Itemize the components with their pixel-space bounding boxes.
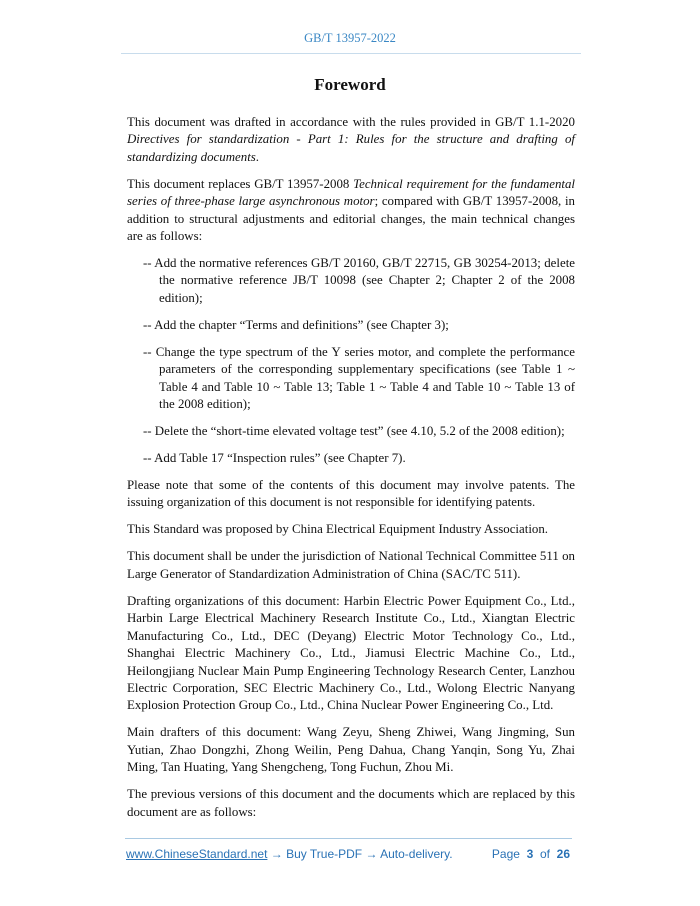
page-label: Page	[491, 847, 520, 861]
total-pages: 26	[556, 847, 570, 861]
footer	[126, 847, 572, 861]
website-link[interactable]: www.ChineseStandard.net	[126, 847, 268, 861]
paragraph-previous-versions: The previous versions of this document and the documents which are replaced by this document are as follows:	[127, 787, 575, 819]
text: ; compared with GB/T 13957-2008, in addition to structural adjustments and editorial changes, the main technical changes are as follows:	[127, 194, 575, 244]
change-item: -- Add Table 17 “Inspection rules” (see Chapter 7).	[143, 451, 406, 466]
change-item: -- Delete the “short-time elevated voltage test” (see 4.10, 5.2 of the 2008 edition);	[143, 424, 565, 439]
paragraph-replaces	[127, 176, 575, 246]
italic-title: Directives for standardization - Part 1: Rules for the structure and drafting of standardizing documents	[127, 132, 575, 164]
paragraph-main-drafters: Main drafters of this document: Wang Zeyu, Sheng Zhiwei, Wang Jingming, Sun Yutian, Zhao Dongzhi, Zhong Weilin, Peng Dahua, Chang Yanqin, Song Yu, Zhai Ming, Tan Huating, Yang Shengcheng, Tong Fuchun, Zhou Mi.	[127, 725, 575, 775]
page-indicator	[492, 847, 570, 861]
paragraph-jurisdiction: This document shall be under the jurisdiction of National Technical Committee 511 on Large Generator of Standardization Administration of China (SAC/TC 511).	[127, 549, 575, 581]
page-title: Foreword	[314, 75, 386, 94]
document-body	[127, 114, 575, 831]
footer-divider	[125, 838, 572, 839]
of-label: of	[539, 847, 550, 861]
paragraph-patents: Please note that some of the contents of this document may involve patents. The issuing organization of this document is not responsible for identifying patents.	[127, 478, 575, 510]
footer-promo: → Buy True-PDF → Auto-delivery.	[267, 847, 453, 861]
text: This document replaces GB/T 13957-2008	[127, 176, 354, 191]
change-item: -- Change the type spectrum of the Y series motor, and complete the performance parameters of the corresponding supplementary specifications (see Table 1 ~ Table 4 and Table 10 ~ Table 13; Table 1 ~ Table 4 and Table 10 ~ Table 13 of the 2008 edition);	[143, 344, 575, 412]
paragraph-proposed-by: This Standard was proposed by China Electrical Equipment Industry Association.	[127, 522, 549, 537]
change-item: -- Add the normative references GB/T 20160, GB/T 22715, GB 30254-2013; delete the normative reference JB/T 10098 (see Chapter 2; Chapter 2 of the 2008 edition);	[143, 256, 575, 305]
page-number: 3	[526, 847, 534, 861]
paragraph-drafting-organizations: Drafting organizations of this document: Harbin Electric Power Equipment Co., Ltd., Harbin Large Electrical Machinery Research Institute Co., Ltd., Xiangtan Electric Manufacturing Co., Ltd., DEC (Deyang) Electric Motor Technology Co., Ltd., Shanghai Electric Machinery Co., Ltd., Jiamusi Electric Machine Co., Ltd., Heilongjiang Nuclear Main Pump Engineering Technology Research Center, Lanzhou Electric Corporation, SEC Electric Machinery Co., Ltd., Wolong Electric Nanyang Explosion Protection Group Co., Ltd., China Nuclear Power Engineering Co., Ltd.	[127, 593, 575, 713]
change-item: -- Add the chapter “Terms and definitions” (see Chapter 3);	[143, 317, 449, 332]
paragraph-drafting-rules	[127, 114, 575, 166]
header-divider	[121, 53, 581, 54]
text: This document was drafted in accordance with the rules provided in GB/T 1.1-2020	[127, 115, 575, 129]
italic-title: Technical requirement for the fundamental series of three-phase large asynchronous motor	[127, 176, 576, 209]
text: .	[255, 149, 260, 164]
header-standard-code: GB/T 13957-2022	[304, 31, 396, 45]
